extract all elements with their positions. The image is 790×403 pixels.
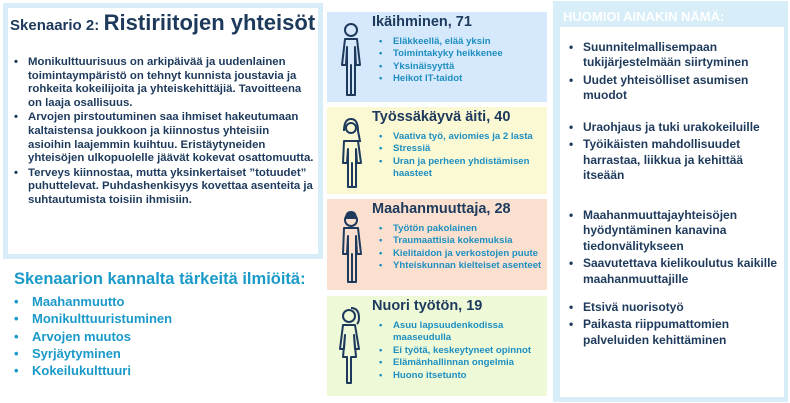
persona-trait: • Työtön pakolainen <box>379 223 545 235</box>
notice-item: • Suunnitelmallisempaan tukijärjestelmään siirtyminen <box>566 40 780 71</box>
notice-item: • Maahanmuuttajayhteisöjen hyödyntäminen kanavina tiedonvälitykseen <box>566 208 780 254</box>
phenomenon-item: • Monikulttuuristuminen <box>14 310 172 327</box>
notice-item: • Saavutettava kielikoulutus kaikille maahanmuuttajille <box>566 256 780 287</box>
persona-trait: • Vaativa työ, aviomies ja 2 lasta <box>379 131 545 143</box>
persona-trait: • Yhteiskunnan kielteiset asenteet <box>379 260 545 272</box>
persona-trait-list <box>379 223 545 273</box>
persona-trait-list <box>379 131 545 181</box>
persona-title: Työssäkäyvä äiti, 40 <box>372 109 511 125</box>
persona-card-immigrant <box>327 199 547 290</box>
woman-person-icon <box>337 117 365 189</box>
notice-item: • Uraohjaus ja tuki urakokeiluille <box>566 120 780 135</box>
notice-group <box>566 208 780 289</box>
notice-title: HUOMIOI AINAKIN NÄMÄ: <box>563 9 725 24</box>
persona-trait: • Toimintakyky heikkenee <box>379 48 545 60</box>
persona-trait: • Huono itsetunto <box>379 370 545 382</box>
phenomena-title: Skenaarion kannalta tärkeitä ilmiöitä: <box>14 270 306 288</box>
persona-trait: • Ei työtä, keskeytyneet opinnot <box>379 345 545 357</box>
scenario-bullet-list <box>12 56 314 209</box>
persona-trait-list <box>379 320 545 382</box>
phenomena-list <box>14 293 172 379</box>
persona-trait: • Heikot IT-taidot <box>379 73 545 85</box>
persona-trait: • Uran ja perheen yhdistämisen haasteet <box>379 156 545 181</box>
persona-trait: • Traumaattisia kokemuksia <box>379 235 545 247</box>
young-woman-person-icon <box>337 306 365 386</box>
man-person-icon <box>337 209 365 285</box>
persona-card-working-mother <box>327 107 547 194</box>
scenario-label: Skenaario 2: <box>10 17 100 34</box>
notice-group <box>566 40 780 106</box>
notice-group <box>566 300 780 350</box>
phenomenon-item: • Arvojen muutos <box>14 328 172 345</box>
phenomenon-item: • Kokeilukulttuuri <box>14 362 172 379</box>
persona-title: Ikäihminen, 71 <box>372 14 472 30</box>
persona-card-young-unemployed <box>327 296 547 396</box>
elderly-person-icon <box>337 22 365 98</box>
persona-trait: • Asuu lapsuudenkodissa maaseudulla <box>379 320 545 345</box>
scenario-bullet: • Monikulttuurisuus on arkipäivää ja uudenlainen toimintaympäristö on tehnyt kunnista joustavia ja rohkeita kokeilijoita ja yhteiskehittäjiä. Tavoitteena on laaja osallisuus. <box>12 56 314 110</box>
persona-title: Nuori työtön, 19 <box>372 298 483 314</box>
scenario-title <box>10 10 315 36</box>
notice-item: • Paikasta riippumattomien palveluiden kehittäminen <box>566 317 780 348</box>
scenario-bullet: • Arvojen pirstoutuminen saa ihmiset hakeutumaan kaltaistensa joukkoon ja kiinnostus yhteisiin asioihin laajemmin kuihtuu. Eristäytyneiden yhteisöjen ulkopuolelle jäävät kokevat osattomuutta. <box>12 111 314 165</box>
notice-group <box>566 120 780 186</box>
scenario-name: Ristiriitojen yhteisöt <box>103 10 316 35</box>
persona-trait-list <box>379 36 545 86</box>
persona-trait: • Stressiä <box>379 143 545 155</box>
persona-trait: • Eläkkeellä, elää yksin <box>379 36 545 48</box>
phenomenon-item: • Syrjäytyminen <box>14 345 172 362</box>
notice-item: • Etsivä nuorisotyö <box>566 300 780 315</box>
persona-trait: • Kielitaidon ja verkostojen puute <box>379 248 545 260</box>
persona-card-elderly <box>327 12 547 102</box>
persona-title: Maahanmuuttaja, 28 <box>372 201 511 217</box>
scenario-bullet: • Terveys kiinnostaa, mutta yksinkertaiset ”totuudet” puhuttelevat. Puhdashenkisyys kovettaa asenteita ja suhtautumista toisiin ihmisiin. <box>12 167 314 208</box>
phenomenon-item: • Maahanmuutto <box>14 293 172 310</box>
persona-trait: • Elämänhallinnan ongelmia <box>379 357 545 369</box>
persona-trait: • Yksinäisyyttä <box>379 61 545 73</box>
notice-item: • Työikäisten mahdollisuudet harrastaa, liikkua ja kehittää itseään <box>566 137 780 183</box>
notice-item: • Uudet yhteisölliset asumisen muodot <box>566 73 780 104</box>
